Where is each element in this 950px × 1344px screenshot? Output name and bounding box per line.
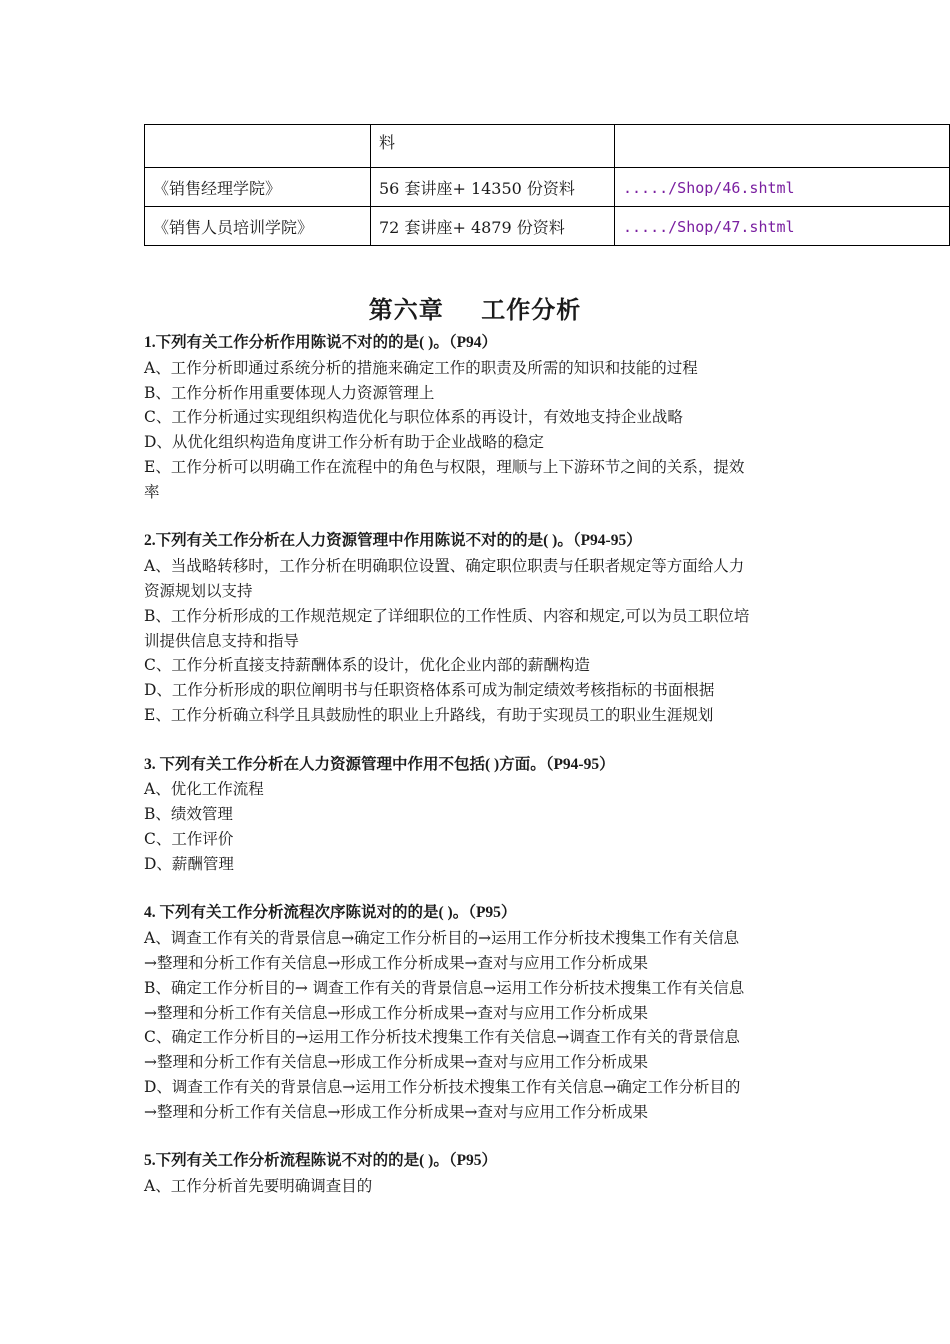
option-text-line: A、工作分析即通过系统分析的措施来确定工作的职责及所需的知识和技能的过程 [144,358,698,377]
option-text-line: D、工作分析形成的职位阐明书与任职资格体系可成为制定绩效考核指标的书面根据 [144,681,715,700]
table-row [145,125,950,168]
option-text-line: →整理和分析工作有关信息→形成工作分析成果→查对与应用工作分析成果 [144,1003,648,1022]
option-text-line: A、当战略转移时，工作分析在明确职位设置、确定职位职责与任职者规定等方面给人力 [144,557,745,576]
table-row [145,168,950,207]
option-text-line: B、工作分析形成的工作规范规定了详细职位的工作性质、内容和规定,可以为员工职位培 [144,606,750,625]
table-cell-content: 56 套讲座+ 14350 份资料 [371,168,615,207]
question-option [144,852,814,877]
option-text-line: C、工作评价 [144,829,234,848]
question-option [144,802,814,827]
option-text-line: C、确定工作分析目的→运用工作分析技术搜集工作有关信息→调查工作有关的背景信息 [144,1028,740,1047]
question-option [144,1025,814,1075]
question-1 [144,331,814,505]
question-stem: 4. 下列有关工作分析流程次序陈说对的的是( )。（P95） [144,904,517,922]
option-text-line: C、工作分析直接支持薪酬体系的设计，优化企业内部的薪酬构造 [144,656,590,675]
question-option [144,356,814,381]
table-row [145,207,950,246]
question-stem: 1.下列有关工作分析作用陈说不对的的是( )。（P94） [144,334,498,351]
question-list [144,331,814,1224]
question-5 [144,1149,814,1199]
option-text-line: D、调查工作有关的背景信息→运用工作分析技术搜集工作有关信息→确定工作分析目的 [144,1077,741,1096]
option-text-line: →整理和分析工作有关信息→形成工作分析成果→查对与应用工作分析成果 [144,953,648,972]
option-text-line: B、工作分析作用重要体现人力资源管理上 [144,383,435,402]
table-cell-name: 《销售人员培训学院》 [145,207,371,246]
table-cell-name: 《销售经理学院》 [145,168,371,207]
option-text-line: B、绩效管理 [144,805,233,824]
option-text-line: →整理和分析工作有关信息→形成工作分析成果→查对与应用工作分析成果 [144,1053,648,1072]
table-cell-name [145,125,371,168]
option-text-line: E、工作分析可以明确工作在流程中的角色与权限，理顺与上下游环节之间的关系，提效 [144,457,745,476]
table-cell-content: 72 套讲座+ 4879 份资料 [371,207,615,246]
question-option [144,405,814,430]
question-option [144,678,814,703]
option-text-line: A、调查工作有关的背景信息→确定工作分析目的→运用工作分析技术搜集工作有关信息 [144,929,740,948]
question-stem: 3. 下列有关工作分析在人力资源管理中作用不包括( )方面。（P94-95） [144,755,615,773]
question-3 [144,753,814,877]
option-text-line: A、工作分析首先要明确调查目的 [144,1177,373,1196]
option-text-line: 率 [144,482,160,501]
option-text-line: A、优化工作流程 [144,780,264,799]
shop-link[interactable]: ...../Shop/46.shtml [623,178,795,197]
table-cell-content: 料 [371,125,615,168]
question-option [144,1075,814,1125]
option-text-line: B、确定工作分析目的→ 调查工作有关的背景信息→运用工作分析技术搜集工作有关信息 [144,978,745,997]
option-text-line: 资源规划以支持 [144,581,253,600]
option-text-line: →整理和分析工作有关信息→形成工作分析成果→查对与应用工作分析成果 [144,1102,648,1121]
table-cell-link [615,168,950,207]
shop-link[interactable]: ...../Shop/47.shtml [623,217,795,236]
option-text-line: E、工作分析确立科学且具鼓励性的职业上升路线，有助于实现员工的职业生涯规划 [144,705,714,724]
question-stem: 5.下列有关工作分析流程陈说不对的的是( )。（P95） [144,1152,498,1170]
question-option [144,554,814,604]
question-option [144,430,814,455]
table-cell-link [615,207,950,246]
catalog-table [144,124,950,246]
chapter-title: 第六章 工作分析 [368,295,582,324]
question-2 [144,529,814,727]
table-cell-link [615,125,950,168]
question-option [144,653,814,678]
question-option [144,976,814,1026]
option-text-line: D、薪酬管理 [144,854,234,873]
question-4 [144,901,814,1124]
question-option [144,455,814,505]
question-option [144,777,814,802]
question-option [144,1174,814,1199]
question-option [144,604,814,654]
question-option [144,381,814,406]
option-text-line: 训提供信息支持和指导 [144,631,300,650]
option-text-line: C、工作分析通过实现组织构造优化与职位体系的再设计，有效地支持企业战略 [144,408,683,427]
question-stem: 2.下列有关工作分析在人力资源管理中作用陈说不对的的是( )。（P94-95） [144,532,642,550]
question-option [144,827,814,852]
question-option [144,926,814,976]
question-option [144,703,814,728]
option-text-line: D、从优化组织构造角度讲工作分析有助于企业战略的稳定 [144,433,544,452]
